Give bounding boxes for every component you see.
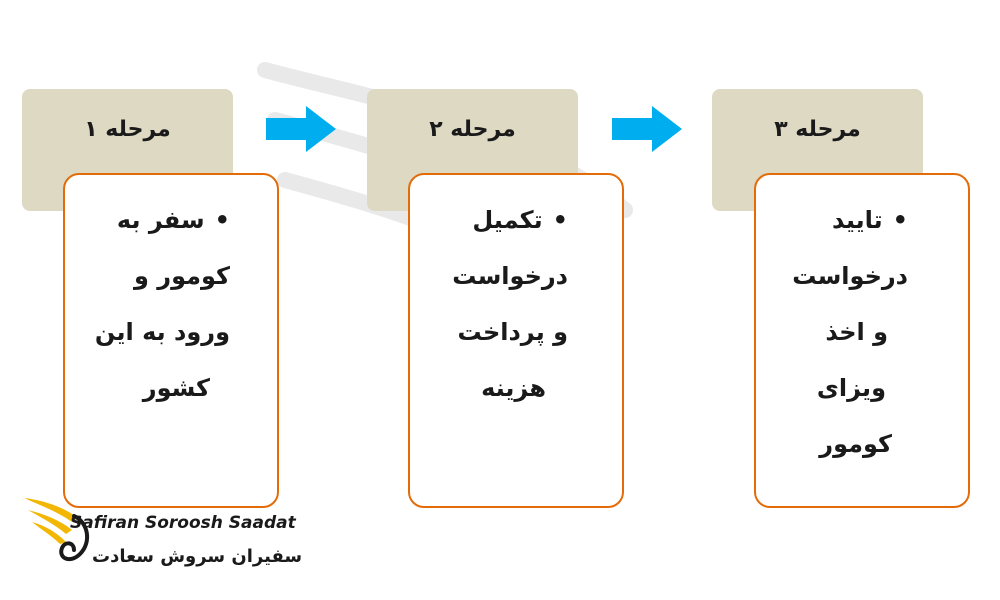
stage-2-line-2: درخواست — [452, 262, 568, 290]
stage-2-line-4: هزینه — [481, 374, 546, 402]
stage-2-line-3: و پرداخت — [457, 318, 568, 346]
stage-1-text — [95, 192, 230, 416]
stage-1-line-3: ورود به این — [94, 318, 230, 346]
stage-3-line-3: و اخذ — [825, 318, 888, 346]
bullet-icon: • — [892, 206, 908, 234]
logo-name-english: Safiran Soroosh Saadat — [70, 513, 296, 533]
stage-1-title: مرحله ۱ — [84, 116, 171, 142]
bullet-icon: • — [552, 206, 568, 234]
arrow-right-icon — [612, 106, 682, 152]
stage-1-line-2: کومور و — [134, 262, 230, 290]
stage-2-line-1: تکمیل — [472, 206, 543, 234]
bullet-icon: • — [214, 206, 230, 234]
stage-2-title: مرحله ۲ — [429, 116, 516, 142]
stage-3-text — [792, 192, 908, 472]
stage-1-line-1: سفر به — [116, 206, 205, 234]
stage-3-line-5: کومور — [819, 430, 892, 458]
logo-name-persian: سفیران سروش سعادت — [92, 546, 303, 567]
stage-2-text — [452, 192, 568, 416]
stage-3-title: مرحله ۳ — [774, 116, 861, 142]
stage-1-line-4: کشور — [142, 374, 210, 402]
company-logo-swan-icon — [22, 492, 302, 582]
stage-3-line-2: درخواست — [792, 262, 908, 290]
stage-3-line-4: ویزای — [816, 374, 886, 402]
stage-3-line-1: تایید — [831, 206, 883, 234]
arrow-right-icon — [266, 106, 336, 152]
